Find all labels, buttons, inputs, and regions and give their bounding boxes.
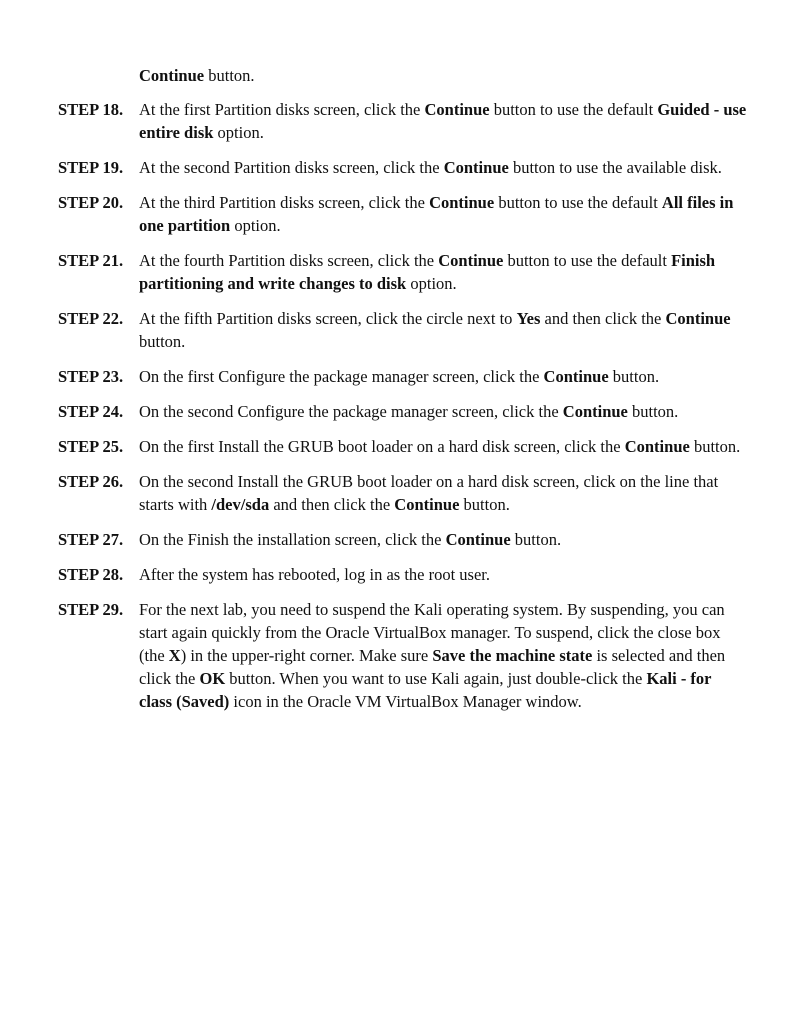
step-item	[58, 249, 748, 295]
bold-term: Finish partitioning and write changes to disk	[139, 251, 716, 293]
step-number: STEP 21.	[58, 251, 124, 270]
step-number: STEP 29.	[58, 600, 124, 619]
text-run: icon in the Oracle VM VirtualBox Manager window.	[229, 692, 582, 711]
text-run: button to use the default	[503, 251, 672, 270]
step-number: STEP 18.	[58, 100, 124, 119]
text-run: On the first Configure the package manager screen, click the	[139, 367, 544, 386]
step-number: STEP 23.	[58, 367, 124, 386]
text-run: On the first Install the GRUB boot loader on a hard disk screen, click the	[139, 437, 625, 456]
text-run: button.	[689, 437, 741, 456]
bold-term: Continue	[139, 66, 205, 85]
text-run: is selected and then click the	[139, 646, 726, 688]
step-number: STEP 27.	[58, 530, 124, 549]
text-run: button to use the default	[489, 100, 658, 119]
bold-term: Continue	[443, 158, 509, 177]
step-text	[139, 528, 748, 551]
text-run: button.	[204, 66, 255, 85]
step-number: STEP 25.	[58, 437, 124, 456]
bold-term: All files in one partition	[139, 193, 734, 235]
step-item	[58, 598, 748, 713]
bold-term: Kali - for class (Saved)	[139, 669, 712, 711]
text-run: button.	[608, 367, 660, 386]
step-text	[139, 563, 748, 586]
step-item	[58, 156, 748, 179]
bold-term: Continue	[429, 193, 495, 212]
text-run: At the first Partition disks screen, click the	[139, 100, 425, 119]
text-run: option.	[230, 216, 281, 235]
step-text	[139, 307, 748, 353]
bold-term: Continue	[665, 309, 731, 328]
text-run: and then click the	[540, 309, 666, 328]
bold-term: Continue	[445, 530, 511, 549]
text-run: After the system has rebooted, log in as the root user.	[139, 565, 491, 584]
step-text	[139, 249, 748, 295]
text-run: button. When you want to use Kali again, just double-click the	[225, 669, 647, 688]
text-run: button.	[627, 402, 679, 421]
step-text	[139, 470, 748, 516]
bold-term: Yes	[516, 309, 541, 328]
text-run: On the second Install the GRUB boot loader on a hard disk screen, click on the line that starts with	[139, 472, 719, 514]
bold-term: X	[168, 646, 181, 665]
text-run: button to use the available disk.	[508, 158, 722, 177]
step-text	[139, 191, 748, 237]
bold-term: Continue	[562, 402, 628, 421]
step-text	[139, 598, 748, 713]
step-number: STEP 26.	[58, 472, 124, 491]
text-run: button.	[139, 332, 186, 351]
step-item	[58, 98, 748, 144]
bold-term: Guided - use entire disk	[139, 100, 747, 142]
step-text	[139, 98, 748, 144]
text-run: and then click the	[269, 495, 395, 514]
step-item	[58, 528, 748, 551]
text-run: button to use the default	[494, 193, 662, 212]
step-number: STEP 24.	[58, 402, 124, 421]
bold-term: Save the machine state	[432, 646, 593, 665]
text-run: On the second Configure the package manager screen, click the	[139, 402, 563, 421]
step-text	[139, 400, 748, 423]
text-run: At the fifth Partition disks screen, click the circle next to	[139, 309, 517, 328]
text-run: On the Finish the installation screen, click the	[139, 530, 446, 549]
step-item	[58, 563, 748, 586]
continued-text	[139, 64, 255, 87]
step-number: STEP 19.	[58, 158, 124, 177]
bold-term: Continue	[543, 367, 609, 386]
step-item	[58, 365, 748, 388]
text-run: ) in the upper-right corner. Make sure	[180, 646, 433, 665]
text-run: At the second Partition disks screen, click the	[139, 158, 444, 177]
text-run: option.	[406, 274, 457, 293]
bold-term: Continue	[394, 495, 460, 514]
step-number: STEP 20.	[58, 193, 124, 212]
step-text	[139, 435, 748, 458]
text-run: option.	[213, 123, 264, 142]
text-run: At the third Partition disks screen, click the	[139, 193, 430, 212]
text-run: button.	[510, 530, 562, 549]
step-number: STEP 28.	[58, 565, 124, 584]
step-item	[58, 191, 748, 237]
text-run: At the fourth Partition disks screen, click the	[139, 251, 439, 270]
bold-term: Continue	[624, 437, 690, 456]
bold-term: /dev/sda	[211, 495, 270, 514]
step-text	[139, 365, 748, 388]
bold-term: OK	[199, 669, 226, 688]
step-text	[139, 156, 748, 179]
step-item	[58, 307, 748, 353]
step-item	[58, 470, 748, 516]
steps-list	[58, 98, 748, 725]
text-run: For the next lab, you need to suspend the Kali operating system. By suspending, you can start again quickly from the Oracle VirtualBox manager. To suspend, click the close box (the	[139, 600, 725, 665]
step-item	[58, 400, 748, 423]
bold-term: Continue	[438, 251, 504, 270]
step-item	[58, 435, 748, 458]
bold-term: Continue	[424, 100, 490, 119]
step-number: STEP 22.	[58, 309, 124, 328]
text-run: button.	[459, 495, 510, 514]
